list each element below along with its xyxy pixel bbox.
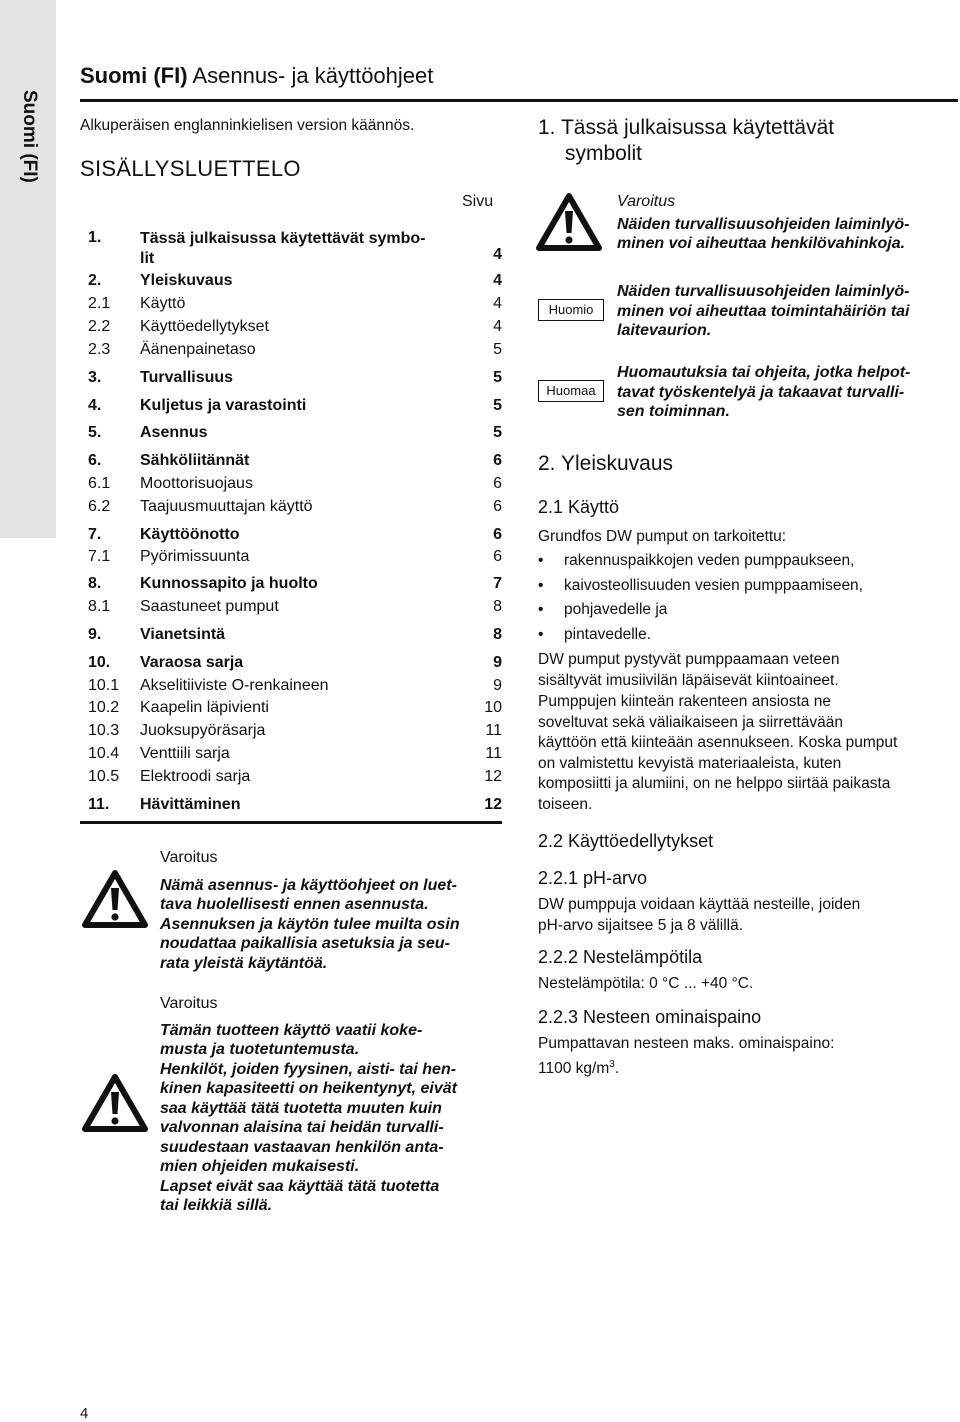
toc-entry-title: Tässä julkaisussa käytettävät symbo- lit — [140, 230, 426, 267]
warning-label: Varoitus — [160, 995, 218, 1012]
toc-entry-page: 4 — [493, 246, 502, 263]
toc-entry-page: 5 — [493, 341, 502, 358]
toc-entry-title: Käyttö — [140, 295, 186, 312]
toc-entry-number: 6.2 — [88, 498, 111, 515]
toc-entry-number: 6.1 — [88, 475, 111, 492]
toc-entry[interactable] — [88, 318, 502, 338]
usage-list — [538, 552, 948, 650]
toc-entry-page: 9 — [493, 677, 502, 694]
toc-entry-number: 2.1 — [88, 295, 111, 312]
toc-entry[interactable] — [88, 424, 502, 444]
toc-entry-page: 6 — [493, 452, 502, 469]
toc-entry[interactable] — [88, 722, 502, 742]
section-2-2-2-heading: 2.2.2 Nestelämpötila — [538, 947, 703, 967]
toc-entry[interactable] — [88, 475, 502, 495]
toc-entry-title: Äänenpainetaso — [140, 341, 256, 358]
density-unit-exponent: 3 — [609, 1058, 615, 1070]
document-title-rest: Asennus- ja käyttöohjeet — [187, 63, 434, 88]
toc-entry-number: 2.3 — [88, 341, 111, 358]
symbol-huomaa — [617, 363, 957, 422]
toc-entry-number: 3. — [88, 369, 102, 386]
huomaa-box: Huomaa — [538, 380, 604, 402]
toc-entry[interactable] — [88, 452, 502, 472]
list-item: • rakennuspaikkojen veden pumppaukseen, — [538, 552, 948, 577]
toc-entry-title: Varaosa sarja — [140, 654, 244, 671]
toc-entry-number: 10.5 — [88, 768, 120, 785]
section-2-1-intro: Grundfos DW pumput on tarkoitettu: — [538, 528, 787, 545]
toc-entry-page: 4 — [493, 295, 502, 312]
toc-entry-page: 6 — [493, 548, 502, 565]
section-2-2-1-heading: 2.2.1 pH-arvo — [538, 868, 648, 888]
toc-entry-title: Yleiskuvaus — [140, 272, 233, 289]
toc-entry-title: Asennus — [140, 424, 208, 441]
toc-entry[interactable] — [88, 397, 502, 417]
toc-entry-page: 7 — [493, 575, 502, 592]
toc-entry-page: 9 — [493, 654, 502, 671]
toc-entry[interactable] — [88, 796, 502, 816]
toc-entry-number: 2. — [88, 272, 102, 289]
toc-entry-page: 6 — [493, 475, 502, 492]
toc-entry-page: 10 — [484, 699, 502, 716]
toc-entry-title: Kaapelin läpivienti — [140, 699, 269, 716]
toc-entry[interactable] — [88, 272, 502, 292]
translation-note: Alkuperäisen englanninkielisen version käännös. — [80, 117, 415, 134]
toc-entry-number: 7.1 — [88, 548, 111, 565]
warning-block-1 — [160, 848, 505, 973]
toc-entry-title: Hävittäminen — [140, 796, 241, 813]
toc-entry-number: 1. — [88, 229, 102, 246]
ph-range-text: DW pumppuja voidaan käyttää nesteille, joiden pH-arvo sijaitsee 5 ja 8 välillä. — [538, 896, 861, 934]
toc-entry-page: 5 — [493, 397, 502, 414]
warning-label: Varoitus — [617, 193, 676, 210]
warning-icon — [82, 1074, 148, 1132]
toc-entry-title: Saastuneet pumput — [140, 598, 279, 615]
symbol-huomio — [617, 282, 957, 341]
document-title — [80, 63, 433, 89]
toc-entry-number: 10.3 — [88, 722, 120, 739]
toc-entry[interactable] — [88, 626, 502, 646]
toc-entry[interactable] — [88, 295, 502, 315]
toc-entry[interactable] — [88, 677, 502, 697]
density-value: 1100 kg/m — [538, 1059, 610, 1077]
section-2-heading: 2. Yleiskuvaus — [538, 452, 674, 475]
toc-entry-page: 8 — [493, 626, 502, 643]
section-2-1-heading: 2.1 Käyttö — [538, 497, 620, 517]
symbol-warning — [617, 192, 957, 254]
huomaa-text: Huomautuksia tai ohjeita, jotka helpot- tavat työskentelyä ja takaavat turvalli- sen toiminnan. — [617, 364, 911, 420]
toc-entry-page: 12 — [484, 768, 502, 785]
toc-entry[interactable] — [88, 654, 502, 674]
section-2-2-heading: 2.2 Käyttöedellytykset — [538, 831, 714, 851]
toc-entry-title: Käyttöedellytykset — [140, 318, 269, 335]
toc-entry-title: Taajuusmuuttajan käyttö — [140, 498, 313, 515]
toc-entry-title: Käyttöönotto — [140, 526, 240, 543]
toc-entry-number: 5. — [88, 424, 102, 441]
warning-text: Tämän tuotteen käyttö vaatii koke- musta ja tuotetuntemusta. Henkilöt, joiden fyysinen, aisti- tai hen- kinen kapasiteetti on heikentynyt, eivät saa käyttää tätä tuotetta muuten kuin valvonnan alaisina tai heidän turvalli- suudestaan vastaavan henkilön anta- mien ohjeiden mukaisesti. Lapset eivät saa käyttää tätä tuotetta tai leikkiä sillä. — [160, 1021, 457, 1214]
toc-entry[interactable] — [88, 229, 502, 269]
huomio-box: Huomio — [538, 299, 604, 321]
toc-entry-page: 4 — [493, 272, 502, 289]
toc-entry-title: Kuljetus ja varastointi — [140, 397, 307, 414]
toc-entry-page: 11 — [485, 722, 502, 739]
toc-entry[interactable] — [88, 341, 502, 361]
toc-entry-page: 5 — [493, 424, 502, 441]
toc-entry-page: 11 — [485, 745, 502, 762]
toc-entry[interactable] — [88, 575, 502, 595]
toc-entry-number: 10.2 — [88, 699, 120, 716]
toc-entry-number: 10.1 — [88, 677, 120, 694]
toc-entry-number: 8.1 — [88, 598, 111, 615]
huomio-text: Näiden turvallisuusohjeiden laiminlyö- minen voi aiheuttaa toimintahäiriön tai laitevaurion. — [617, 283, 910, 339]
toc-entry-title: Turvallisuus — [140, 369, 234, 386]
toc-entry[interactable] — [88, 498, 502, 518]
toc-entry-number: 8. — [88, 575, 102, 592]
warning-block-2 — [160, 994, 505, 1216]
toc-entry-number: 10.4 — [88, 745, 120, 762]
section-1-heading: 1. Tässä julkaisussa käytettävät symbolit — [538, 116, 835, 165]
section-2-1-paragraph-1: DW pumput pystyvät pumppaamaan veteen sisältyvät imusiivilän läpäisevät kiintoaineet. — [538, 651, 840, 689]
toc-heading: SISÄLLYSLUETTELO — [80, 156, 301, 181]
page-number: 4 — [80, 1405, 89, 1422]
toc-entry-title: Akselitiiviste O-renkaineen — [140, 677, 329, 694]
toc-entry-title: Juoksupyöräsarja — [140, 722, 266, 739]
section-2-2-3-heading: 2.2.3 Nesteen ominaispaino — [538, 1007, 762, 1027]
side-tab-label: Suomi (FI) — [19, 90, 40, 183]
toc-entry-title: Sähköliitännät — [140, 452, 250, 469]
toc-entry-page: 12 — [484, 796, 502, 813]
toc-entry-page: 4 — [493, 318, 502, 335]
toc-entry-title: Kunnossapito ja huolto — [140, 575, 318, 592]
toc-entry[interactable] — [88, 699, 502, 719]
toc-entry[interactable] — [88, 369, 502, 389]
toc-entry-title: Vianetsintä — [140, 626, 226, 643]
toc-entry-page: 5 — [493, 369, 502, 386]
header-rule — [80, 99, 958, 102]
toc-page-column-label: Sivu — [462, 193, 494, 210]
toc-entry-page: 6 — [493, 526, 502, 543]
warning-icon — [536, 193, 602, 251]
density-text: Pumpattavan nesteen maks. ominaispaino: 1100 $kg/m^3$. — [538, 1035, 835, 1077]
section-2-1-paragraph-2: Pumppujen kiinteän rakenteen ansiosta ne soveltuvat sekä väliaikaiseen ja siirrettävään käyttöön että kiinteään asennukseen. Koska pumput on valmistettu kevyistä materiaaleista, kuten komposiitti ja alumiini, on ne helppo siirtää paikasta toiseen. — [538, 693, 898, 813]
toc-entry-number: 6. — [88, 452, 102, 469]
toc-entry-number: 9. — [88, 626, 102, 643]
toc-entry-number: 4. — [88, 397, 102, 414]
list-item: • pohjavedelle ja — [538, 601, 948, 626]
list-item: • pintavedelle. — [538, 626, 948, 651]
warning-icon — [82, 870, 148, 928]
toc-entry[interactable] — [88, 598, 502, 618]
toc-bottom-rule — [80, 821, 502, 824]
list-item: • kaivosteollisuuden vesien pumppaamiseen, — [538, 577, 948, 602]
toc-entry-number: 7. — [88, 526, 102, 543]
temperature-text: Nestelämpötila: 0 °C ... +40 °C. — [538, 975, 754, 992]
toc-entry-page: 6 — [493, 498, 502, 515]
toc-entry-title: Pyörimissuunta — [140, 548, 250, 565]
side-tab-label-wrap — [0, 0, 56, 220]
toc-entry[interactable] — [88, 745, 502, 765]
toc-entry-page: 8 — [493, 598, 502, 615]
warning-text: Näiden turvallisuusohjeiden laiminlyö- minen voi aiheuttaa henkilövahinkoja. — [617, 215, 910, 252]
toc-entry-title: Venttiili sarja — [140, 745, 230, 762]
warning-label: Varoitus — [160, 849, 218, 866]
toc-entry-number: 2.2 — [88, 318, 111, 335]
warning-text: Nämä asennus- ja käyttöohjeet on luet- tava huolellisesti ennen asennusta. Asennuksen ja käytön tulee muilta osin noudattaa paikallisia asetuksia ja seu- rata yleistä käytäntöä. — [160, 876, 460, 972]
side-language-tab — [0, 0, 56, 538]
toc-entry[interactable] — [88, 526, 502, 546]
toc-entry-number: 10. — [88, 654, 111, 671]
toc-entry-title: Moottorisuojaus — [140, 475, 253, 492]
toc-entry-number: 11. — [88, 796, 110, 813]
toc-entry[interactable] — [88, 768, 502, 788]
toc-entry[interactable] — [88, 548, 502, 568]
document-title-language: Suomi (FI) — [80, 63, 188, 88]
toc-entry-title: Elektroodi sarja — [140, 768, 251, 785]
